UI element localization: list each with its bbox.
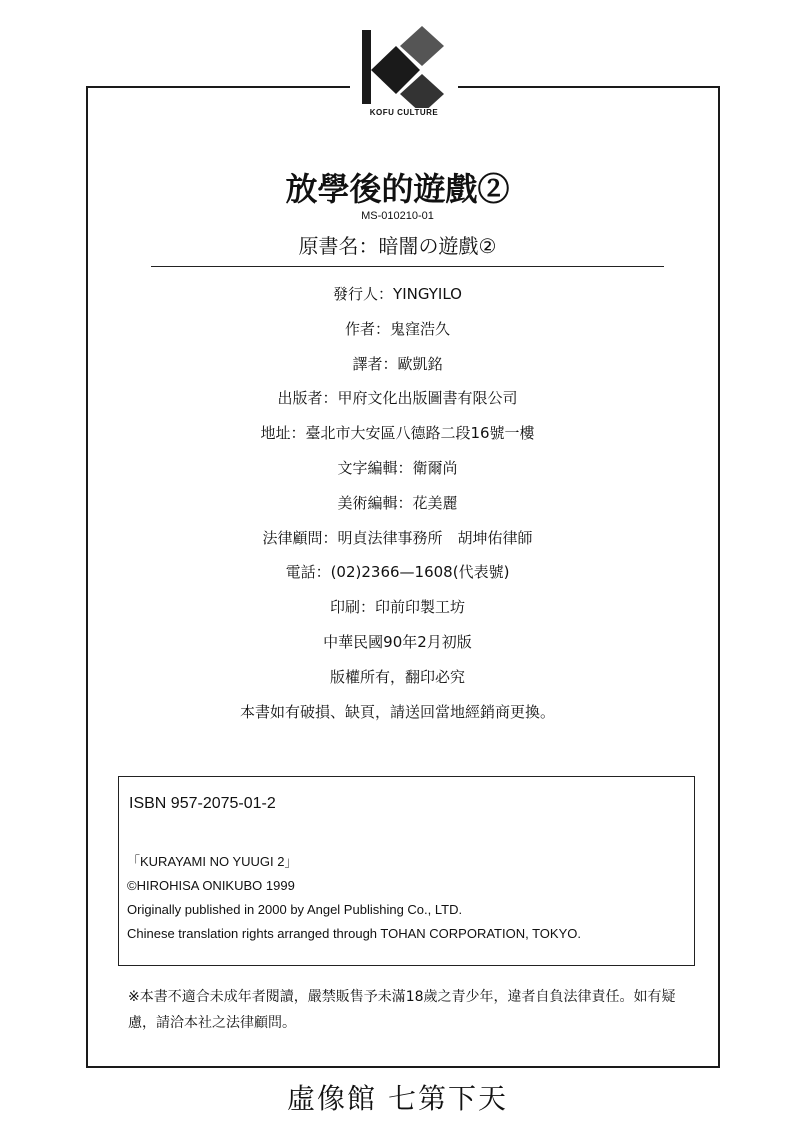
info-edition: 中華民國90年2月初版 xyxy=(323,632,472,651)
info-copyright: 版權所有，翻印必究 xyxy=(329,667,465,686)
info-art-editor: 美術編輯：花美麗 xyxy=(337,493,458,512)
original-publisher-line: Originally published in 2000 by Angel Publishing Co., LTD. xyxy=(127,902,463,917)
rights-box xyxy=(118,776,695,966)
info-legal-advisor: 法律顧問：明貞法律事務所 胡坤佑律師 xyxy=(262,528,533,547)
original-series-title: 「KURAYAMI NO YUUGI 2」 xyxy=(127,854,298,869)
copyright-line: ©HIROHISA ONIKUBO 1999 xyxy=(127,878,295,893)
info-damage-notice: 本書如有破損、缺頁，請送回當地經銷商更換。 xyxy=(239,702,555,721)
info-phone: 電話：(02)2366—1608(代表號) xyxy=(285,563,510,582)
info-text-editor: 文字編輯：衛爾尚 xyxy=(337,458,458,477)
translation-rights-line: Chinese translation rights arranged through TOHAN CORPORATION, TOKYO. xyxy=(127,926,581,941)
kofu-logo-icon xyxy=(350,24,458,108)
logo-wordmark: KOFU CULTURE xyxy=(369,108,439,117)
divider xyxy=(151,266,664,267)
isbn: ISBN 957-2075-01-2 xyxy=(129,795,276,812)
age-restriction-notice: ※本書不適合未成年者閱讀，嚴禁販售予未滿18歲之青少年，違者自負法律責任。如有疑慮，請洽本社之法律顧問。 xyxy=(128,989,676,1031)
info-printer: 印刷：印前印製工坊 xyxy=(329,598,465,617)
info-author: 作者：鬼窪浩久 xyxy=(344,319,450,338)
book-title: 放學後的遊戲② xyxy=(285,170,510,208)
publication-info xyxy=(150,284,645,736)
info-address: 地址：臺北市大安區八德路二段16號一樓 xyxy=(260,424,535,443)
info-publisher-person: 發行人：YINGYILO xyxy=(333,285,462,303)
info-translator: 譯者：歐凱銘 xyxy=(352,354,443,373)
scanner-signature: 虛像館 七第下天 xyxy=(287,1082,508,1115)
publisher-logo xyxy=(350,24,458,120)
rights-credits xyxy=(127,851,692,947)
product-code: MS-010210-01 xyxy=(361,210,434,222)
original-title: 原書名：暗闇の遊戲② xyxy=(298,234,497,258)
info-publisher: 出版者：甲府文化出版圖書有限公司 xyxy=(277,389,518,408)
